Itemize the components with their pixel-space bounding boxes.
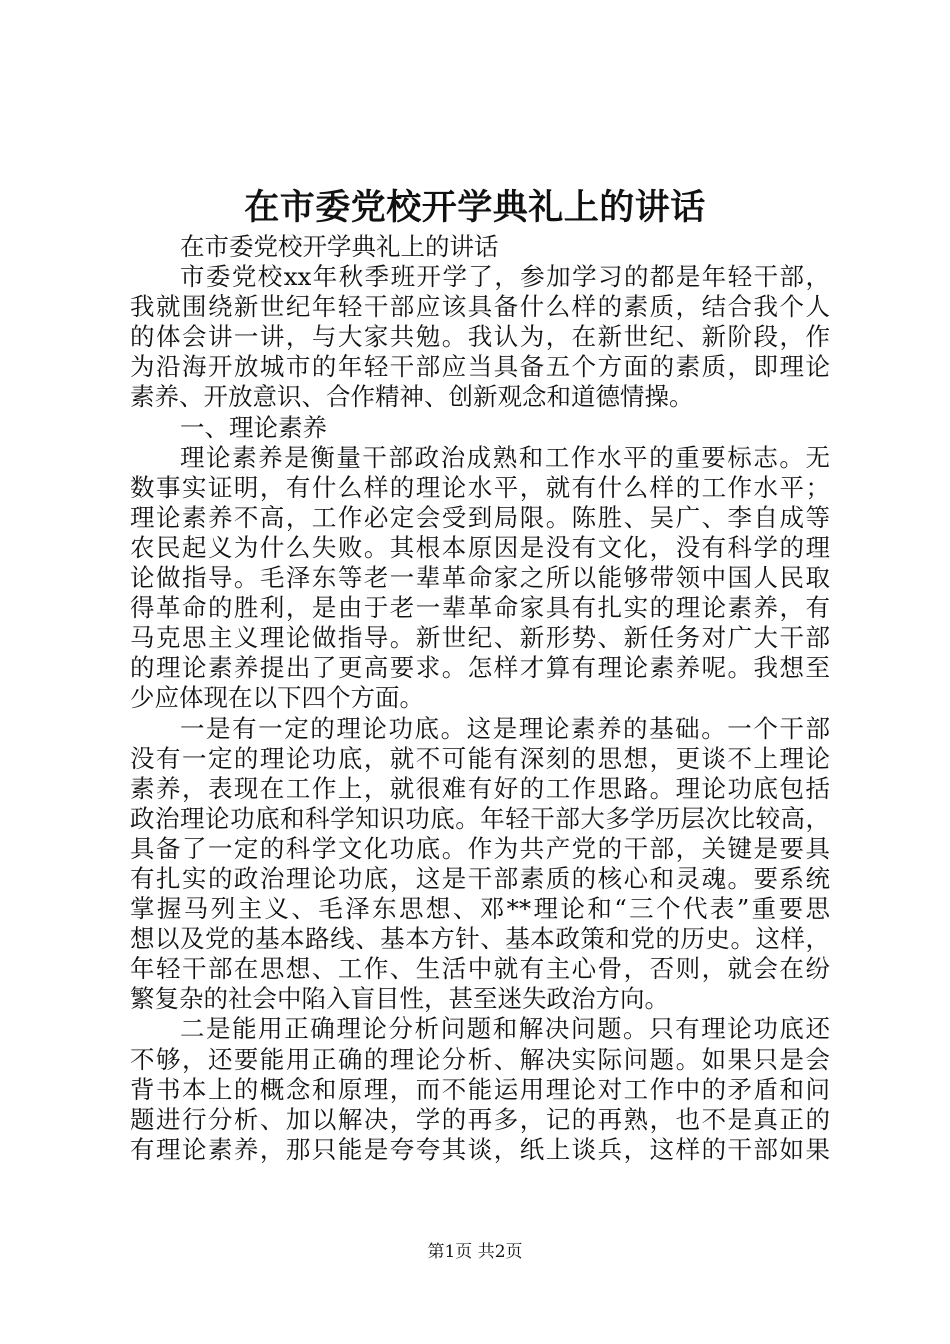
paragraph-line: 的理论素养提出了更高要求。怎样才算有理论素养呢。我想至 [130,653,830,683]
paragraph-line: 论做指导。毛泽东等老一辈革命家之所以能够带领中国人民取 [130,563,830,593]
paragraph-line: 二是能用正确理论分析问题和解决问题。只有理论功底还 [180,1014,830,1044]
paragraph-line: 马克思主义理论做指导。新世纪、新形势、新任务对广大干部 [130,623,830,653]
paragraph-line: 数事实证明，有什么样的理论水平，就有什么样的工作水平； [130,472,830,502]
section-heading: 一、理论素养 [180,412,327,442]
paragraph-line: 题进行分析、加以解决，学的再多，记的再熟，也不是真正的 [130,1104,830,1134]
paragraph-line: 少应体现在以下四个方面。 [130,683,424,713]
paragraph-line: 我就围绕新世纪年轻干部应该具备什么样的素质，结合我个人 [130,292,830,322]
paragraph-line: 有理论素养，那只能是夸夸其谈，纸上谈兵，这样的干部如果 [130,1134,830,1164]
paragraph-line: 年轻干部在思想、工作、生活中就有主心骨，否则，就会在纷 [130,954,830,984]
paragraph-line: 掌握马列主义、毛泽东思想、邓**理论和“三个代表”重要思 [130,894,830,924]
page-number-footer: 第1页 共2页 [427,1242,523,1262]
paragraph-line: 农民起义为什么失败。其根本原因是没有文化，没有科学的理 [130,532,830,562]
paragraph-line: 繁复杂的社会中陷入盲目性，甚至迷失政治方向。 [130,984,669,1014]
paragraph-line: 想以及党的基本路线、基本方针、基本政策和党的历史。这样， [130,924,830,954]
document-body [130,232,830,1165]
paragraph-line: 素养、开放意识、合作精神、创新观念和道德情操。 [130,382,694,412]
paragraph-line: 不够，还要能用正确的理论分析、解决实际问题。如果只是会 [130,1044,830,1074]
paragraph-line: 为沿海开放城市的年轻干部应当具备五个方面的素质，即理论 [130,352,830,382]
paragraph-line: 理论素养是衡量干部政治成熟和工作水平的重要标志。无 [180,442,830,472]
paragraph-line: 的体会讲一讲，与大家共勉。我认为，在新世纪、新阶段，作 [130,322,830,352]
paragraph-line: 得革命的胜利，是由于老一辈革命家具有扎实的理论素养，有 [130,593,830,623]
paragraph-line: 没有一定的理论功底，就不可能有深刻的思想，更谈不上理论 [130,743,830,773]
paragraph-line: 政治理论功底和科学知识功底。年轻干部大多学历层次比较高， [130,803,830,833]
paragraph-line: 背书本上的概念和原理，而不能运用理论对工作中的矛盾和问 [130,1074,830,1104]
paragraph-line: 具备了一定的科学文化功底。作为共产党的干部，关键是要具 [130,833,830,863]
paragraph-line: 理论素养不高，工作必定会受到局限。陈胜、吴广、李自成等 [130,502,830,532]
paragraph-line: 一是有一定的理论功底。这是理论素养的基础。一个干部 [180,713,830,743]
document-title: 在市委党校开学典礼上的讲话 [244,187,706,228]
paragraph-line: 有扎实的政治理论功底，这是干部素质的核心和灵魂。要系统 [130,863,830,893]
subtitle-line: 在市委党校开学典礼上的讲话 [180,232,499,261]
paragraph-line: 市委党校xx年秋季班开学了，参加学习的都是年轻干部， [180,262,830,292]
paragraph-line: 素养，表现在工作上，就很难有好的工作思路。理论功底包括 [130,773,830,803]
